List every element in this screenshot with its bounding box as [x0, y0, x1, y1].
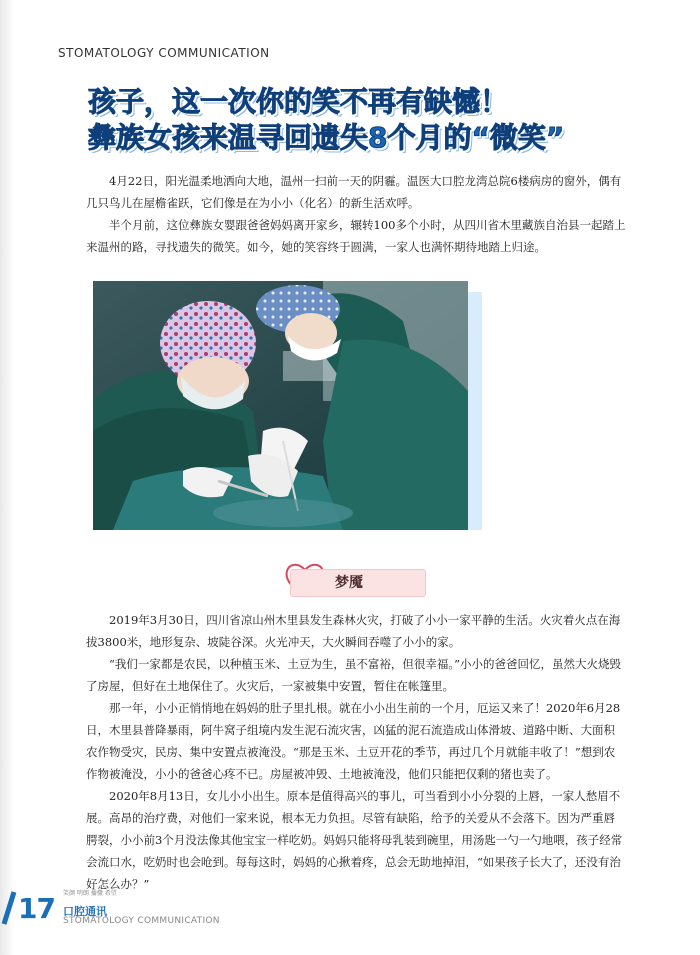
story-paragraph-1: 2019年3月30日，四川省凉山州木里县发生森林火灾，打破了小小一家平静的生活。火灾着火点在海拔3800米，地形复杂、坡陡谷深。火光冲天，大火瞬间吞噬了小小的家。 — [86, 613, 621, 649]
intro-paragraph-1: 4月22日，阳光温柔地洒向大地，温州一扫前一天的阴霾。温医大口腔龙湾总院6楼病房的窗外，偶有几只鸟儿在屋檐雀跃，它们像是在为小小（化名）的新生活欢呼。 — [86, 174, 622, 210]
article-title — [88, 84, 648, 156]
page-number: 17 — [18, 892, 55, 925]
page-spine-shadow — [0, 0, 14, 955]
story-text — [86, 609, 626, 895]
running-header: STOMATOLOGY COMMUNICATION — [58, 46, 270, 60]
footer-journal-name-en: STOMATOLOGY COMMUNICATION — [63, 916, 220, 926]
section-title: 梦魇 — [335, 575, 363, 591]
footer-slogan: 笑颜 明朗 播撒 希望 — [63, 890, 117, 897]
intro-paragraph-2: 半个月前，这位彝族女婴跟爸爸妈妈离开家乡，辗转100多个小时，从四川省木里藏族自治县一起踏上来温州的路，寻找遗失的微笑。如今，她的笑容终于圆满，一家人也满怀期待地踏上归途。 — [86, 218, 626, 254]
story-paragraph-2: “我们一家都是农民，以种植玉米、土豆为生，虽不富裕，但很幸福。”小小的爸爸回忆，虽然大火烧毁了房屋，但好在土地保住了。火灾后，一家被集中安置，暂住在帐篷里。 — [86, 657, 622, 693]
title-line-2: 彝族女孩来温寻回遗失8个月的“微笑” — [88, 121, 565, 154]
story-paragraph-4: 2020年8月13日，女儿小小出生。原本是值得高兴的事儿，可当看到小小分裂的上唇，一家人愁眉不展。高昂的治疗费，对他们一家来说，根本无力负担。尽管有缺陷，给予的关爱从不会落下。因为严重唇腭裂，小小前3个月没法像其他宝宝一样吃奶。妈妈只能将母乳装到碗里，用汤匙一勺一勺地喂，孩子经常会流口水，吃奶时也会呛到。每每这时，妈妈的心揪着疼，总会无助地掉泪，“如果孩子长大了，还没有治好怎么办？” — [86, 789, 623, 891]
intro-text — [86, 170, 626, 258]
story-paragraph-3: 那一年，小小正悄悄地在妈妈的肚子里扎根。就在小小出生前的一个月，厄运又来了！2020年6月28日，木里县普降暴雨，阿牛窝子组境内发生泥石流灾害，凶猛的泥石流造成山体滑坡、道路中断、大面积农作物受灾，民房、集中安置点被淹没。“那是玉米、土豆开花的季节，再过几个月就能丰收了！”想到农作物被淹没，小小的爸爸心疼不已。房屋被冲毁、土地被淹没，他们只能把仅剩的猪也卖了。 — [86, 701, 621, 781]
surgery-photo — [93, 281, 468, 530]
surgery-scene-illustration — [93, 281, 468, 530]
title-line-1: 孩子，这一次你的笑不再有缺憾！ — [88, 85, 509, 118]
footer-journal-name: 口腔通讯 — [63, 905, 107, 918]
